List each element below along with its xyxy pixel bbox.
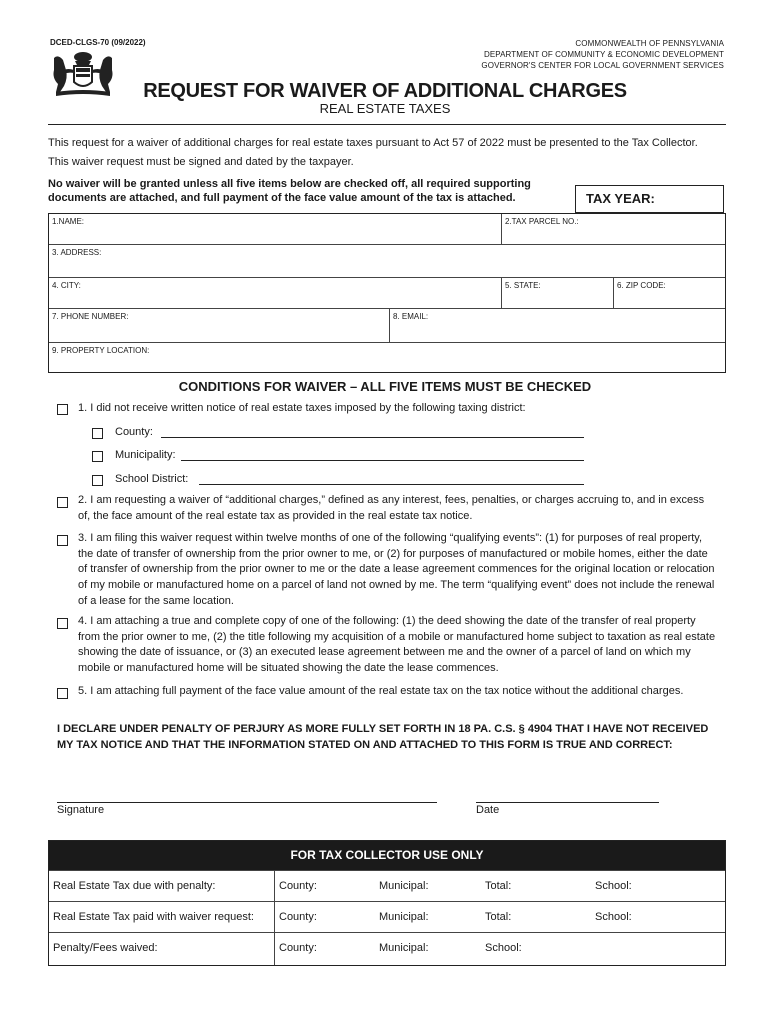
total-cell[interactable]: Total:: [485, 911, 512, 923]
condition-1-text: 1. I did not receive written notice of real estate taxes imposed by the following taxing district:: [78, 402, 526, 414]
intro-line-2: This waiver request must be signed and dated by the taxpayer.: [48, 156, 354, 168]
municipal-cell[interactable]: Municipal:: [379, 942, 429, 954]
header-divider: [48, 124, 726, 125]
tax-collector-table: [48, 840, 726, 966]
school-district-checkbox[interactable]: [92, 475, 103, 486]
municipality-label: Municipality:: [115, 449, 176, 461]
date-line[interactable]: [476, 802, 659, 803]
grid-row: [49, 343, 725, 372]
table-row: [49, 932, 725, 965]
perjury-declaration: I DECLARE UNDER PENALTY OF PERJURY AS MORE FULLY SET FORTH IN 18 PA. C.S. § 4904 THAT I HAVE NOT RECEIVED MY TAX NOTICE AND THAT THE INFORMATION STATED ON AND ATTACHED TO THIS FORM IS TRUE AND CORRECT:: [57, 723, 709, 751]
email-field[interactable]: 8. EMAIL:: [389, 309, 725, 342]
tax-parcel-field[interactable]: 2.TAX PARCEL NO.:: [501, 214, 725, 244]
phone-number-field[interactable]: 7. PHONE NUMBER:: [52, 312, 129, 321]
table-row: [49, 901, 725, 932]
county-line[interactable]: [161, 437, 584, 438]
grid-row: [49, 214, 725, 245]
condition-4-checkbox[interactable]: [57, 618, 68, 629]
county-checkbox[interactable]: [92, 428, 103, 439]
date-label: Date: [476, 804, 500, 816]
agency-line: GOVERNOR'S CENTER FOR LOCAL GOVERNMENT SERVICES: [481, 61, 724, 70]
taxpayer-info-grid: [48, 213, 726, 373]
page-title: REQUEST FOR WAIVER OF ADDITIONAL CHARGES: [143, 80, 627, 102]
school-cell[interactable]: School:: [595, 911, 632, 923]
page-subtitle: REAL ESTATE TAXES: [319, 101, 451, 116]
state-field[interactable]: 5. STATE:: [501, 278, 613, 308]
county-cell[interactable]: County:: [279, 911, 317, 923]
signature-label: Signature: [57, 804, 105, 816]
condition-3-text: 3. I am filing this waiver request within twelve months of one of the following “qualifying events”: (1) for purposes of real property, the date of transfer of ownership from the prior owner to me, or (2) for purposes of manufactured or mobile homes, either the date of transfer of ownership from the prior owner to me or the date a lease agreement commences for the original location or relocation of my mobile or manufactured home on a parcel of land not owned by me. The term “qualifying event” does not include the renewal of a lease for the same location.: [78, 532, 715, 607]
total-cell[interactable]: Total:: [485, 880, 512, 892]
condition-1-checkbox[interactable]: [57, 404, 68, 415]
city-field[interactable]: 4. CITY:: [52, 281, 81, 290]
column-divider: [274, 902, 275, 932]
municipality-checkbox[interactable]: [92, 451, 103, 462]
property-location-field[interactable]: 9. PROPERTY LOCATION:: [52, 346, 150, 355]
condition-4-text: 4. I am attaching a true and complete copy of one of the following: (1) the deed showing the date of the transfer of real property from the prior owner to me, (2) the title following my acquisition of a mobile or manufactured home subject to taxation as real estate showing the date of issuance, or (3) an executed lease agreement between me and the owner of a parcel of land on which my mobile or manufactured home will be situated showing the date the lease commences.: [78, 615, 716, 675]
row-label: Real Estate Tax paid with waiver request:: [53, 911, 254, 923]
agency-line: DEPARTMENT OF COMMUNITY & ECONOMIC DEVELOPMENT: [483, 50, 724, 59]
tax-year-field[interactable]: TAX YEAR:: [575, 185, 724, 213]
name-field[interactable]: 1.NAME:: [52, 217, 85, 226]
condition-5-text: 5. I am attaching full payment of the face value amount of the real estate tax on the tax notice without the additional charges.: [78, 685, 684, 697]
condition-2-text: 2. I am requesting a waiver of “additional charges,” defined as any interest, fees, penalties, or charges accruing to, and in excess of, the face amount of the real estate tax as provided in the real estate tax notice.: [78, 494, 705, 522]
table-row: [49, 870, 725, 901]
condition-5-checkbox[interactable]: [57, 688, 68, 699]
signature-line[interactable]: [57, 802, 437, 803]
agency-block: [481, 38, 724, 71]
grid-row: [49, 245, 725, 278]
conditions-heading: CONDITIONS FOR WAIVER – ALL FIVE ITEMS MUST BE CHECKED: [178, 379, 592, 394]
tax-collector-heading: FOR TAX COLLECTOR USE ONLY: [49, 841, 725, 870]
school-cell[interactable]: School:: [485, 942, 522, 954]
row-label: Real Estate Tax due with penalty:: [53, 880, 216, 892]
county-label: County:: [115, 426, 153, 438]
column-divider: [274, 933, 275, 965]
address-field[interactable]: 3. ADDRESS:: [52, 248, 102, 257]
condition-2-checkbox[interactable]: [57, 497, 68, 508]
school-district-label: School District:: [115, 473, 189, 485]
municipal-cell[interactable]: Municipal:: [379, 911, 429, 923]
waiver-requirements-note: No waiver will be granted unless all five items below are checked off, all required supporting documents are attached, and full payment of the face value amount of the tax is attached.: [48, 178, 531, 204]
zip-code-field[interactable]: 6. ZIP CODE:: [613, 278, 725, 308]
form-code: DCED-CLGS-70 (09/2022): [50, 38, 146, 47]
condition-3-checkbox[interactable]: [57, 535, 68, 546]
intro-line-1: This request for a waiver of additional charges for real estate taxes pursuant to Act 57 of 2022 must be presented to the Tax Collector.: [48, 137, 698, 149]
grid-row: [49, 309, 725, 343]
municipal-cell[interactable]: Municipal:: [379, 880, 429, 892]
grid-row: [49, 278, 725, 309]
municipality-line[interactable]: [181, 460, 584, 461]
school-cell[interactable]: School:: [595, 880, 632, 892]
column-divider: [274, 871, 275, 901]
row-label: Penalty/Fees waived:: [53, 942, 158, 954]
school-district-line[interactable]: [199, 484, 584, 485]
county-cell[interactable]: County:: [279, 880, 317, 892]
county-cell[interactable]: County:: [279, 942, 317, 954]
agency-line: COMMONWEALTH OF PENNSYLVANIA: [575, 39, 724, 48]
